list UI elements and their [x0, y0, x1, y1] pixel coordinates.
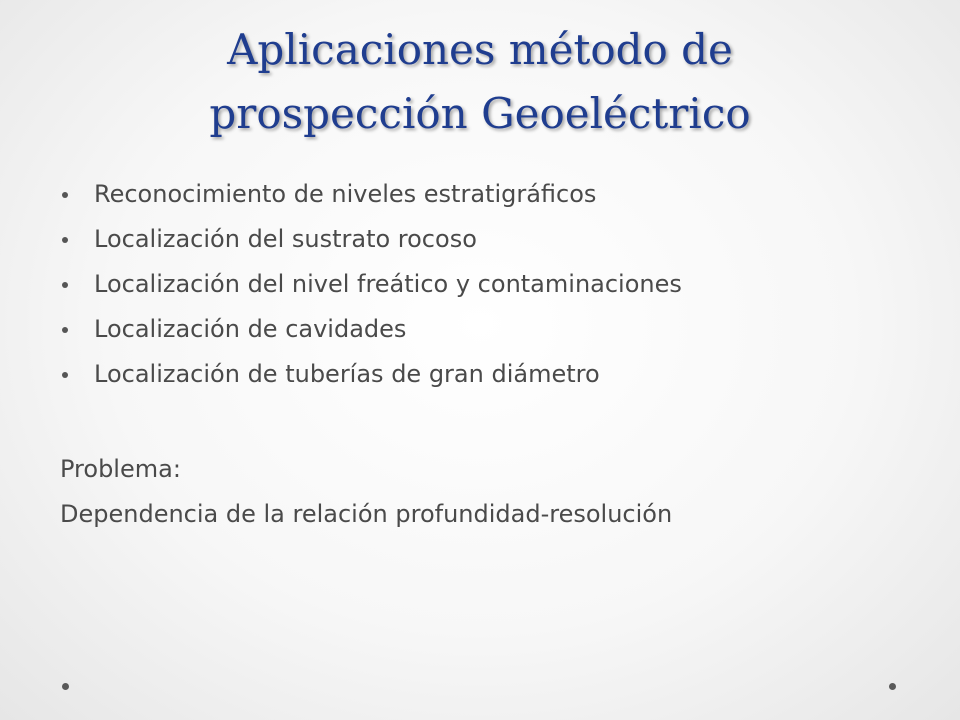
bullet-text: Localización de cavidades [94, 315, 407, 343]
bullet-dot-icon [62, 327, 68, 333]
decorative-dot-icon-left [62, 683, 69, 690]
bullet-text: Localización del sustrato rocoso [94, 225, 477, 253]
slide-title-line-2: prospección Geoeléctrico [209, 89, 751, 138]
decorative-dot-icon-right [889, 683, 896, 690]
bullet-dot-icon [62, 372, 68, 378]
bullet-text: Localización de tuberías de gran diámetro [94, 360, 600, 388]
bullet-item [60, 307, 920, 352]
bullet-dot-icon [62, 192, 68, 198]
bullet-item [60, 352, 920, 397]
bullet-text: Reconocimiento de niveles estratigráficos [94, 180, 597, 208]
bullet-item [60, 262, 920, 307]
bullet-dot-icon [62, 282, 68, 288]
bullet-text: Localización del nivel freático y contaminaciones [94, 270, 682, 298]
problem-label: Problema: [60, 455, 181, 483]
bullet-dot-icon [62, 237, 68, 243]
bullet-item [60, 172, 920, 217]
bullet-list [60, 172, 920, 397]
bullet-item [60, 217, 920, 262]
problem-text: Dependencia de la relación profundidad-resolución [60, 500, 673, 528]
slide-title-line-1: Aplicaciones método de [227, 25, 733, 74]
slide-title [40, 18, 920, 146]
